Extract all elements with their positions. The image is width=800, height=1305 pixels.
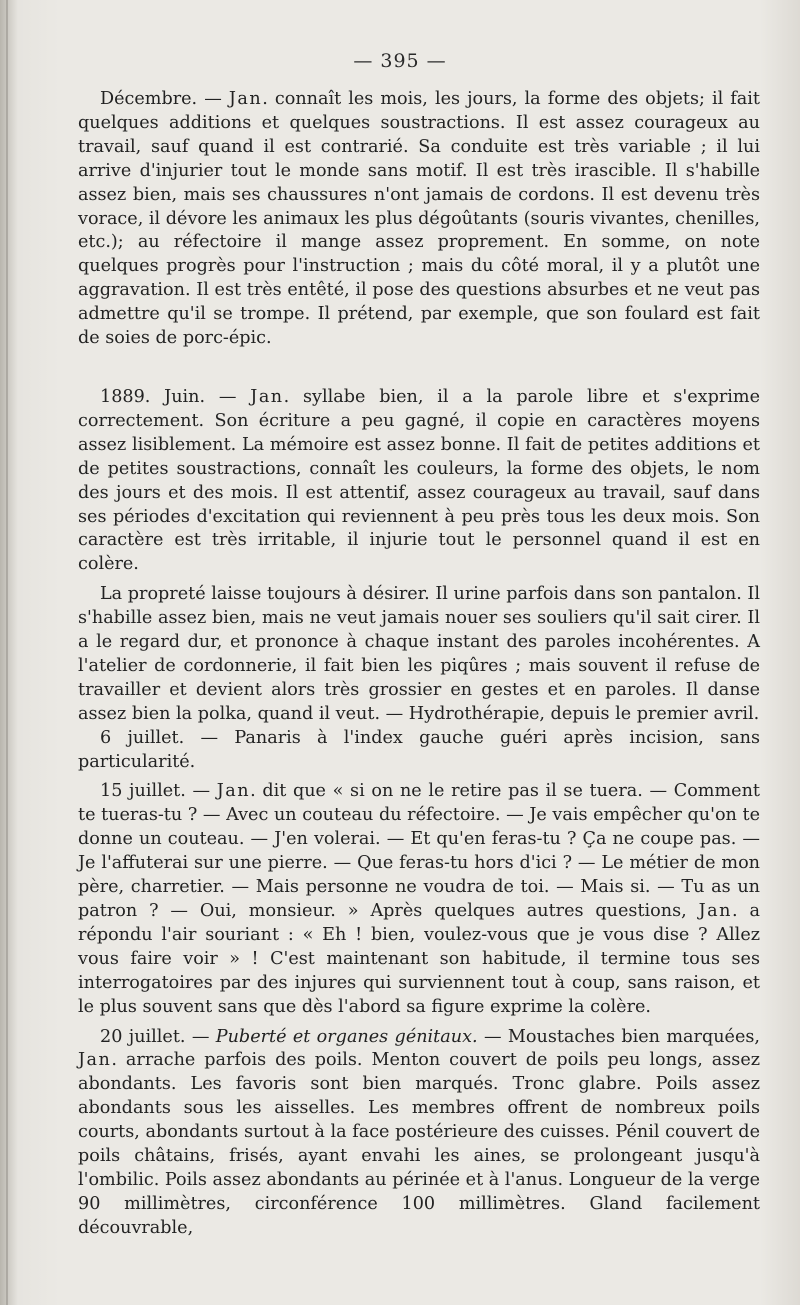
text-segment: 20 juillet. —: [100, 1026, 216, 1047]
paragraph: [78, 386, 760, 577]
text-segment: . syllabe bien, il a la parole libre et s'exprime correctement. Son écriture a peu gagné, il copie en caractères moyens assez lisiblement. La mémoire est assez bonne. Il fait de petites additions et de petites soustractions, connaît les couleurs, la forme des objets, le nom des jours et des mois. Il est attentif, assez courageux au travail, sauf dans ses périodes d'excitation qui reviennent à peu près tous les deux mois. Son caractère est très irritable, il injurie tout le personnel quand il est en colère.: [78, 386, 760, 575]
text-segment: . connaît les mois, les jours, la forme des objets; il fait quelques additions et quelques soustractions. Il est assez courageux au travail, sauf quand il est contrarié. Sa conduite est très variable ; il lui arrive d'injurier tout le monde sans motif. Il est très irascible. Il s'habille assez bien, mais ses chaussures n'ont jamais de cordons. Il est devenu très vorace, il dévore les animaux les plus dégoûtants (souris vivantes, chenilles, etc.); au réfectoire il mange assez proprement. En somme, on note quelques progrès pour l'instruction ; mais du côté moral, il y a plutôt une aggravation. Il est très entêté, il pose des questions absurbes et ne veut pas admettre qu'il se trompe. Il prétend, par exemple, que son foulard est fait de soies de porc-épic.: [78, 89, 760, 349]
italic-heading: Puberté et organes génitaux.: [215, 1026, 478, 1047]
patient-name: Jan: [250, 386, 284, 407]
text-segment: . a répondu l'air souriant : « Eh ! bien, voulez-vous que je vous dise ? Allez vous faire voir » ! C'est maintenant son habitude, il termine tous ses interrogatoires par des injures qui surviennent tout à coup, sans raison, et le plus souvent sans que dès l'abord sa figure exprime la colère.: [78, 901, 760, 1017]
page-binding-shadow: [6, 0, 8, 1305]
text-segment: 6 juillet. — Panaris à l'index gauche guéri après incision, sans particularité.: [78, 727, 760, 772]
paragraph: [78, 1026, 760, 1241]
paragraph: [78, 88, 760, 351]
text-segment: — Moustaches bien marquées,: [477, 1026, 760, 1047]
text-segment: 1889. Juin. —: [100, 386, 251, 407]
paragraph: [78, 780, 760, 1019]
text-segment: . dit que « si on ne le retire pas il se tuera. — Comment te tueras-tu ? — Avec un couteau du réfectoire. — Je vais empêcher qu'on te donne un couteau. — J'en volerai. — Et qu'en feras-tu ? Ça ne coupe pas. — Je l'affuterai sur une pierre. — Que feras-tu hors d'ici ? — Le métier de mon père, charretier. — Mais personne ne voudra de toi. — Mais si. — Tu as un patron ? — Oui, monsieur. » Après quelques autres questions,: [78, 781, 760, 921]
page-number: — 395 —: [353, 50, 447, 72]
text-segment: . arrache parfois des poils. Menton couvert de poils peu longs, assez abondants. Les favoris sont bien marqués. Tronc glabre. Poils assez abondants sous les aisselles. Les membres offrent de nombreux poils courts, abondants surtout à la face postérieure des cuisses. Pénil couvert de poils châtains, frisés, ayant envahi les aines, se prolongeant jusqu'à l'ombilic. Poils assez abondants au périnée et à l'anus. Longueur de la verge 90 millimètres, circonférence 100 millimètres. Gland facilement découvrable,: [78, 1050, 760, 1238]
text-segment: 15 juillet. —: [100, 781, 217, 802]
text-segment: Décembre. —: [100, 89, 229, 109]
patient-name: Jan: [216, 781, 251, 802]
text-segment: La propreté laisse toujours à désirer. Il urine parfois dans son pantalon. Il s'habille assez bien, mais ne veut jamais nouer ses souliers qu'il sait cirer. Il a le regard dur, et prononce à chaque instant des paroles incohérentes. A l'atelier de cordonnerie, il fait bien les piqûres ; mais souvent il refuse de travailler et devient alors très grossier en gestes et en paroles. Il danse assez bien la polka, quand il veut. — Hydrothérapie, depuis le premier avril.: [78, 584, 760, 724]
patient-name: Jan: [78, 1050, 112, 1071]
patient-name: Jan: [228, 89, 263, 109]
page-body-text: [78, 88, 760, 1241]
paragraph: [78, 583, 760, 726]
patient-name: Jan: [698, 901, 732, 921]
paragraph: [78, 727, 760, 775]
